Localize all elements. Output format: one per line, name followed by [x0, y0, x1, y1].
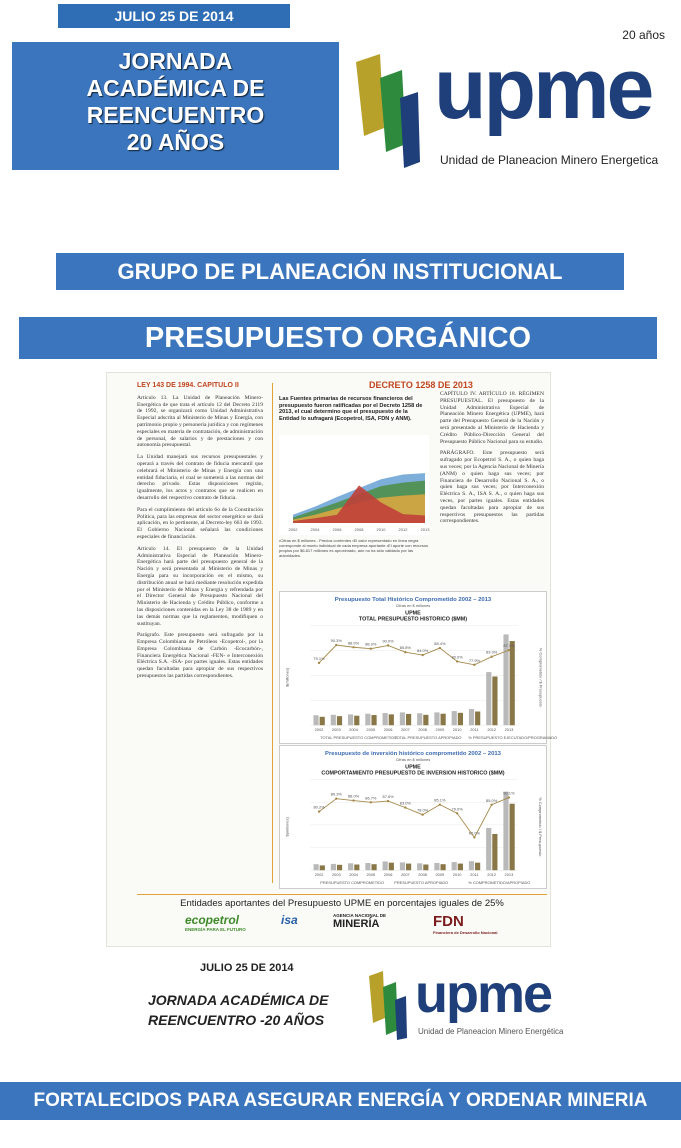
percent-label: 87.6%	[382, 794, 394, 800]
x-tick-label: 2010	[452, 727, 462, 733]
bar-apropiado	[452, 711, 457, 725]
left-paragraph: Para el cumplimiento del artículo 6o de la Constitución Política, para las empresas del sector energético se dará aplicación, en lo pertinente, al Decreto-ley 663 de 1993. El Gobierno Nacional señalará las condiciones especiales de financiación.	[137, 506, 263, 540]
bar-comprometido	[354, 865, 359, 871]
entidades-text: Entidades aportantes del Presupuesto UPME en porcentajes iguales de 25%	[180, 898, 504, 909]
percent-label: 90.1%	[503, 790, 515, 796]
x-tick-label: 2013	[504, 727, 514, 733]
bar-comprometido	[510, 804, 515, 871]
chart-subtitle: Cifras en $ millones	[395, 602, 431, 608]
left-paragraph: Artículo 13. La Unidad de Planeación Minero-Energética de que trata el artículo 12 del Decreto 2119 de 1992, se organizará como Unidad Administrativa Especial adscrita al Ministerio de Minas y Energía, con patrimonio propio y personería jurídica y con regímenes especiales en materia de contratación, de administración de personal, de salarios y de prestaciones y con autonomía presupuestal.	[137, 394, 263, 449]
left-paragraph: Artículo 14. El presupuesto de la Unidad Administrativa Especial de Planeación Minero-Energética hará parte del presupuesto general de la Nación y será presentado al Ministerio de Minas y Energía para su incorporación en el mismo, su distribución anual se hará mediante resolución expedida por el Ministerio de Minas y Energía y refrendada por el Director General de Presupuesto Nacional del Ministerio de Hacienda y Crédito Público, conforme a las disposiciones contenidas en la Ley 38 de 1989 y en las demás normas que la reglamenten, modifiquen o sustituyan.	[137, 545, 263, 627]
anm-wordmark: MINERÍA	[333, 918, 380, 930]
percent-point	[370, 648, 372, 650]
legend-entry: % COMPROMETIDO/APROPIADO	[468, 880, 531, 886]
percent-label: 83.0%	[486, 649, 498, 655]
x-tick-label: 2006	[332, 527, 342, 532]
bar-apropiado	[348, 863, 353, 870]
bar-comprometido	[423, 865, 428, 871]
percent-label: 90.0%	[382, 638, 394, 644]
percent-point	[421, 814, 423, 816]
percent-point	[404, 806, 406, 808]
jornada-title-box	[12, 42, 339, 170]
percent-point	[387, 644, 389, 646]
bar-apropiado	[348, 714, 353, 725]
y2-axis-label: % Comprometido / $ Presupuesto	[538, 647, 544, 707]
percent-point	[490, 804, 492, 806]
percent-point	[352, 799, 354, 801]
x-tick-label: 2004	[349, 727, 358, 733]
sponsor-logos	[137, 913, 547, 945]
percent-label: 62.0%	[468, 830, 480, 836]
x-tick-label: 2002	[314, 872, 324, 878]
x-tick-label: 2004	[310, 527, 320, 532]
logo-shape-yellow	[356, 54, 384, 136]
anm-logo	[333, 913, 386, 930]
right-column	[440, 391, 544, 530]
fuentes-text: Las Fuentes primarias de recursos financieros del presupuesto fueron ratificadas por el Decreto 1258 de 2013, el cual determino que el presupuesto de la Entidad lo sufragará (Ecopetrol, ISA, FDN y ANM).	[279, 396, 423, 422]
bar-apropiado	[469, 861, 474, 870]
bar-apropiado	[383, 713, 388, 725]
bottom-jornada: JORNADA ACADÉMICA DE REENCUENTRO -20 AÑOS	[148, 992, 329, 1028]
area-chart	[279, 435, 429, 535]
anm-top: AGENCIA NACIONAL DE	[333, 913, 387, 918]
bar-apropiado	[434, 712, 439, 725]
jornada-line-2: ACADÉMICA DE	[86, 75, 265, 101]
y2-axis-label: % Comprometido / $ Presupuesto	[538, 797, 544, 857]
bar-comprometido	[371, 715, 376, 725]
x-tick-label: 2008	[354, 527, 364, 532]
percent-point	[335, 644, 337, 646]
percent-point	[439, 647, 441, 649]
investment-budget-chart	[279, 745, 547, 889]
presupuesto-title: PRESUPUESTO ORGÁNICO	[19, 317, 657, 359]
chart-note: •Cifras en $ millones - Precios corrientes •El valor representado en línea negra corresponde al monto individual de cada empresa aportante •El aporte con recursos propios por $6.817 millones es aproximado, aún no ha sido validado por las autoridades.	[279, 538, 429, 558]
bar-comprometido	[371, 864, 376, 870]
bar-comprometido	[337, 716, 342, 725]
percent-label: 87.1%	[503, 643, 515, 649]
x-tick-label: 2011	[470, 727, 479, 733]
bar-comprometido	[475, 863, 480, 871]
percent-label: 86.7%	[365, 795, 377, 801]
percent-point	[387, 800, 389, 802]
percent-label: 85.1%	[434, 797, 446, 803]
bar-apropiado	[365, 863, 370, 870]
bar-comprometido	[441, 864, 446, 870]
bar-comprometido	[441, 714, 446, 726]
chart-inner-subtitle: COMPORTAMIENTO PRESUPUESTO DE INVERSION HISTORICO ($MM)	[321, 770, 505, 777]
percent-point	[370, 801, 372, 803]
percent-point	[421, 654, 423, 656]
percent-label: 84.0%	[417, 648, 429, 654]
left-column	[137, 383, 263, 685]
chart-title: Presupuesto Total Histórico Comprometido 2002 – 2013	[334, 596, 492, 603]
percent-point	[491, 655, 493, 657]
jornada-line-3: REENCUENTRO	[86, 102, 265, 128]
left-paragraph: La Unidad manejará sus recursos presupuestales y operará a través del contrato de fiducia mercantil que celebrará el Ministerio de Minas y Energía con una entidad fiduciaria, el cual se someterá a las normas del derecho privado. Estas disposiciones regirán, igualmente, los actos y contratos que se realicen en desarrollo del respectivo contrato de fiducia.	[137, 454, 263, 501]
percent-point	[318, 810, 320, 812]
bar-apropiado	[469, 709, 474, 725]
percent-label: 90.3%	[330, 638, 342, 644]
x-tick-label: 2006	[383, 872, 393, 878]
x-tick-label: 2010	[452, 872, 462, 878]
percent-label: 77.9%	[468, 657, 481, 663]
x-tick-label: 2002	[288, 527, 298, 532]
poster-image	[106, 372, 558, 947]
bar-comprometido	[337, 865, 342, 870]
chart-inner-title: UPME	[405, 764, 421, 771]
percent-label: 88.0%	[348, 793, 360, 799]
bar-comprometido	[423, 715, 428, 725]
legend-entry: % PRESUPUESTO EJECUTADO/PROGRAMADO	[468, 735, 558, 741]
bar-comprometido	[458, 864, 463, 871]
logo-shape-blue	[400, 92, 420, 168]
bar-apropiado	[365, 714, 370, 726]
percent-point	[335, 797, 337, 799]
x-tick-label: 2005	[366, 727, 376, 733]
logo-wordmark: upme	[434, 41, 652, 137]
bar-comprometido	[475, 712, 480, 726]
x-tick-label: 2012	[398, 527, 408, 532]
percent-point	[352, 646, 354, 648]
jornada-line-4: 20 AÑOS	[126, 129, 225, 155]
logo-subtitle: Unidad de Planeacion Minero Energetica	[440, 153, 659, 167]
legend-entry: TOTAL PRESUPUESTO APROPIADO	[394, 735, 462, 741]
bar-apropiado	[417, 863, 422, 870]
bar-apropiado	[331, 715, 336, 725]
ecopetrol-wordmark: ecopetrol	[185, 913, 240, 927]
percent-point	[404, 651, 406, 653]
bar-apropiado	[503, 792, 508, 871]
x-tick-label: 2008	[418, 872, 427, 878]
bar-apropiado	[383, 861, 388, 870]
percent-point	[473, 664, 475, 666]
percent-label: 85.8%	[399, 645, 411, 651]
legend-entry: TOTAL PRESUPUESTO COMPROMETIDO	[320, 735, 398, 741]
column-divider	[272, 383, 273, 883]
x-tick-label: 2012	[487, 727, 497, 733]
bar-comprometido	[389, 714, 394, 725]
y-axis-label: $(millones)	[284, 667, 290, 688]
x-tick-label: 2002	[314, 727, 324, 733]
percent-label: 80.2%	[313, 804, 325, 810]
upme-logo	[352, 40, 672, 170]
percent-point	[508, 796, 510, 798]
percent-point	[439, 803, 441, 805]
bar-apropiado	[400, 862, 405, 870]
decreto-title: DECRETO 1258 DE 2013	[369, 380, 473, 390]
chart-inner-subtitle: TOTAL PRESUPUESTO HISTORICO ($MM)	[358, 616, 468, 623]
x-tick-label: 2009	[435, 727, 445, 733]
bar-apropiado	[434, 863, 439, 870]
chart-inner-title: UPME	[405, 610, 421, 617]
grupo-title: GRUPO DE PLANEACIÓN INSTITUCIONAL	[56, 253, 624, 290]
x-tick-label: 2003	[331, 872, 341, 878]
percent-label: 85.0%	[486, 797, 498, 803]
bar-apropiado	[452, 862, 457, 870]
footer-slogan: FORTALECIDOS PARA ASEGURAR ENERGÍA Y ORDENAR MINERIA	[0, 1082, 681, 1120]
bottom-date: JULIO 25 DE 2014	[200, 962, 294, 974]
left-heading: LEY 143 DE 1994. CAPITULO II	[137, 382, 239, 389]
bar-apropiado	[400, 712, 405, 725]
bar-comprometido	[354, 716, 359, 726]
percent-label: 78.0%	[417, 807, 429, 813]
percent-point	[456, 660, 458, 662]
bar-comprometido	[510, 641, 515, 725]
bar-comprometido	[320, 865, 325, 870]
x-tick-label: 2011	[470, 872, 479, 878]
entidades-divider	[137, 894, 547, 895]
percent-label: 79.1%	[313, 655, 325, 661]
left-paragraph: Parágrafo. Este presupuesto será sufragado por la Empresa Colombiana de Petróleos -Ecopetrol-, por la Empresa Colombiana de Carbón -Ecocarbón-, Financiera Energética Nacional -FEN- e Interconexión Eléctrica S.A. -ISA- por partes iguales. Estas entidades quedan facultadas para apropiar de sus respectivos presupuestos las partidas correspondientes.	[137, 632, 263, 680]
x-tick-label: 2013	[420, 527, 430, 532]
percent-label: 88.0%	[365, 641, 377, 647]
legend-entry: PRESUPUESTO COMPROMETIDO	[320, 880, 385, 886]
header-date: JULIO 25 DE 2014	[58, 4, 290, 28]
bar-comprometido	[458, 713, 463, 725]
x-tick-label: 2008	[418, 727, 428, 733]
x-tick-label: 2005	[366, 872, 376, 878]
logo-years: 20 años	[622, 28, 665, 42]
logo-wordmark: upme	[415, 964, 552, 1024]
isa-logo: isa	[281, 913, 298, 927]
bar-apropiado	[486, 672, 491, 725]
x-tick-label: 2007	[400, 727, 410, 733]
percent-point	[456, 812, 458, 814]
percent-point	[473, 836, 475, 838]
x-tick-label: 2006	[383, 727, 393, 733]
bar-comprometido	[406, 714, 411, 725]
percent-label: 89.3%	[330, 791, 342, 797]
percent-label: 80.0%	[451, 654, 463, 660]
ecopetrol-tagline: ENERGÍA PARA EL FUTURO	[185, 927, 246, 932]
ecopetrol-logo	[185, 913, 246, 932]
percent-point	[318, 662, 320, 664]
bar-comprometido	[389, 863, 394, 871]
percent-line	[319, 798, 509, 838]
x-tick-label: 2007	[400, 872, 410, 878]
y-axis-label: $(millones)	[284, 817, 290, 837]
right-paragraph: CAPÍTULO IV. ARTÍCULO 18. RÉGIMEN PRESUPUESTAL. El presupuesto de la Unidad Administrativa Especial de Planeación Minero Energética (UPME), hará parte del Presupuesto General de la Nación y será presentado al Ministerio de Hacienda y Crédito Público-Dirección General del Presupuesto Público Nacional para su estudio.	[440, 391, 544, 445]
jornada-line-1: JORNADA	[118, 48, 233, 74]
fdn-tagline: Financiera de Desarrollo Nacional	[433, 930, 498, 935]
x-tick-label: 2013	[504, 872, 514, 878]
bar-comprometido	[492, 834, 497, 870]
fdn-logo	[433, 913, 497, 935]
total-budget-chart	[279, 591, 558, 744]
chart-title: Presupuesto de inversión histórico comprometido 2002 – 2013	[325, 750, 501, 757]
logo-shape-blue	[395, 996, 407, 1040]
x-tick-label: 2012	[487, 872, 497, 878]
chart-subtitle: Cifras en $ millones	[395, 756, 431, 762]
bar-comprometido	[492, 677, 497, 726]
right-paragraph: PARÁGRAFO. Este presupuesto será sufragado por Ecopetrol S. A., o quien haga sus veces; por la Agencia Nacional de Minería (ANM) o quien haga sus veces; por Financiera de Desarrollo Nacional S. A., o quien haga sus veces; por Interconexión Eléctrica S. A., ISA S. A., o quien haga sus veces, por partes iguales. Estas entidades quedan facultadas para apropiar de sus respectivos presupuestos las partidas correspondientes.	[440, 450, 544, 525]
bar-comprometido	[320, 717, 325, 725]
x-tick-label: 2004	[349, 872, 358, 878]
percent-label: 88.4%	[434, 641, 446, 647]
bar-apropiado	[417, 713, 422, 725]
bar-apropiado	[486, 828, 491, 870]
x-tick-label: 2010	[376, 527, 386, 532]
bar-comprometido	[406, 864, 411, 871]
percent-line	[319, 645, 509, 665]
x-tick-label: 2009	[435, 872, 445, 878]
percent-label: 83.0%	[399, 800, 411, 806]
logo-shape-yellow	[369, 971, 385, 1023]
legend-entry: PRESUPUESTO APROPIADO	[394, 880, 449, 886]
percent-label: 88.9%	[347, 640, 360, 646]
bar-apropiado	[314, 864, 319, 870]
bar-apropiado	[331, 864, 336, 870]
bar-apropiado	[313, 715, 318, 725]
percent-label: 79.0%	[451, 806, 463, 812]
percent-point	[508, 649, 510, 651]
bottom-logo-subtitle: Unidad de Planeacion Minero Energética	[418, 1027, 564, 1036]
x-tick-label: 2003	[331, 727, 341, 733]
fdn-wordmark: FDN	[433, 913, 464, 930]
